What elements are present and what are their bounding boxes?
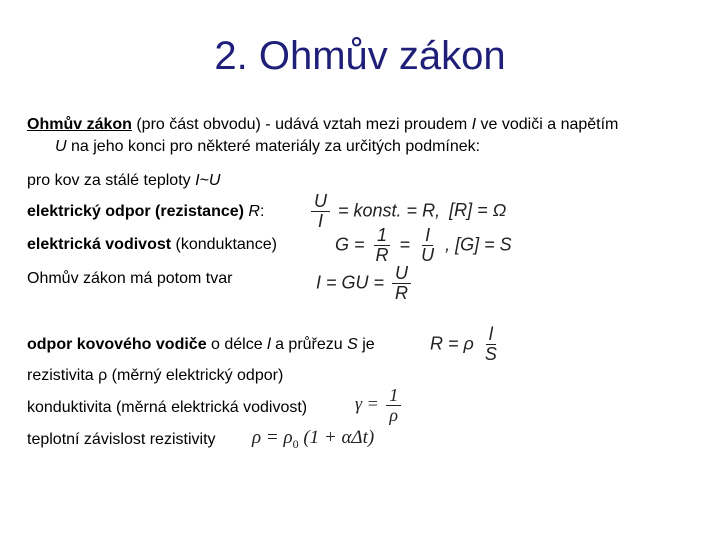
vodivost-label-rest: (konduktance)	[171, 236, 277, 253]
kov-text: pro kov za stálé teploty	[27, 172, 196, 189]
odpor-label: elektrický odpor (rezistance)	[27, 203, 249, 220]
formula-wire-lhs: R = ρ	[430, 333, 474, 354]
formula-wire-resistance	[430, 325, 503, 364]
intro-voltage-symbol: U	[55, 138, 67, 155]
intro-term: Ohmův zákon	[27, 116, 132, 133]
formula-ohms-law-lhs: I = GU =	[316, 272, 385, 293]
formula-ohms-law	[316, 264, 414, 303]
vodic-area-symbol: S	[347, 336, 358, 353]
fraction-numerator: 1	[374, 226, 390, 246]
vodivost-line	[27, 236, 277, 254]
tvar-line: Ohmův zákon má potom tvar	[27, 270, 233, 287]
formula-temperature-lhs: ρ = ρ	[252, 427, 293, 448]
formula-conductivity-lhs: γ =	[355, 393, 379, 414]
kov-relation: I~U	[195, 172, 221, 189]
vodic-text-1: o délce	[206, 336, 268, 353]
fraction-numerator: l	[486, 325, 496, 345]
intro-line-1	[27, 116, 618, 134]
formula-resistance-unit: [R] = Ω	[449, 200, 507, 221]
odpor-colon: :	[259, 203, 265, 220]
fraction-numerator: U	[392, 264, 411, 284]
konduktivita-line: konduktivita (měrná elektrická vodivost)	[27, 399, 308, 416]
formula-temperature-subscript: 0	[292, 436, 299, 451]
formula-temperature	[252, 427, 374, 452]
fraction-denominator: I	[317, 211, 323, 231]
fraction-numerator: I	[422, 226, 433, 246]
rezistivita-line: rezistivita ρ (měrný elektrický odpor)	[27, 367, 284, 384]
fraction-denominator: S	[484, 344, 497, 364]
formula-resistance-middle: = konst. = R,	[338, 200, 441, 221]
intro-text-3: na jeho konci pro některé materiály za určitých podmínek:	[66, 138, 481, 155]
intro-line-2	[55, 138, 480, 156]
formula-temperature-rest: (1 + αΔt)	[303, 427, 375, 448]
odpor-symbol: R	[248, 203, 260, 220]
vodic-bold: odpor kovového vodiče	[27, 336, 207, 353]
fraction-l-over-s	[482, 325, 500, 364]
slide-title: 2. Ohmův zákon	[214, 34, 506, 78]
fraction-1-over-rho	[386, 386, 401, 425]
fraction-numerator: 1	[386, 386, 401, 406]
fraction-denominator: U	[421, 245, 435, 265]
vodic-line	[27, 336, 375, 354]
formula-conductance-eq: =	[399, 234, 411, 255]
odpor-line	[27, 203, 264, 221]
teplotni-line: teplotní závislost rezistivity	[27, 431, 216, 448]
vodivost-label-bold: elektrická vodivost	[27, 236, 172, 253]
fraction-denominator: ρ	[389, 405, 399, 425]
vodic-length-symbol: l	[267, 336, 271, 353]
fraction-1-over-r	[373, 226, 392, 265]
intro-text-2: ve vodiči a napětím	[476, 116, 619, 133]
formula-conductance-lhs: G =	[335, 234, 365, 255]
formula-conductance-unit: , [G] = S	[445, 234, 512, 255]
kov-line	[27, 172, 220, 190]
fraction-denominator: R	[375, 245, 389, 265]
fraction-i-over-u	[418, 226, 437, 265]
fraction-denominator: R	[395, 283, 409, 303]
fraction-numerator: U	[311, 192, 330, 212]
formula-conductance	[335, 226, 512, 265]
intro-current-symbol: I	[471, 116, 477, 133]
fraction-u-over-i	[311, 192, 330, 231]
formula-conductivity	[355, 386, 404, 425]
vodic-text-2: a průřezu	[270, 336, 348, 353]
vodic-text-3: je	[357, 336, 375, 353]
fraction-u-over-r	[392, 264, 411, 303]
intro-text-1: (pro část obvodu) - udává vztah mezi proudem	[131, 116, 472, 133]
